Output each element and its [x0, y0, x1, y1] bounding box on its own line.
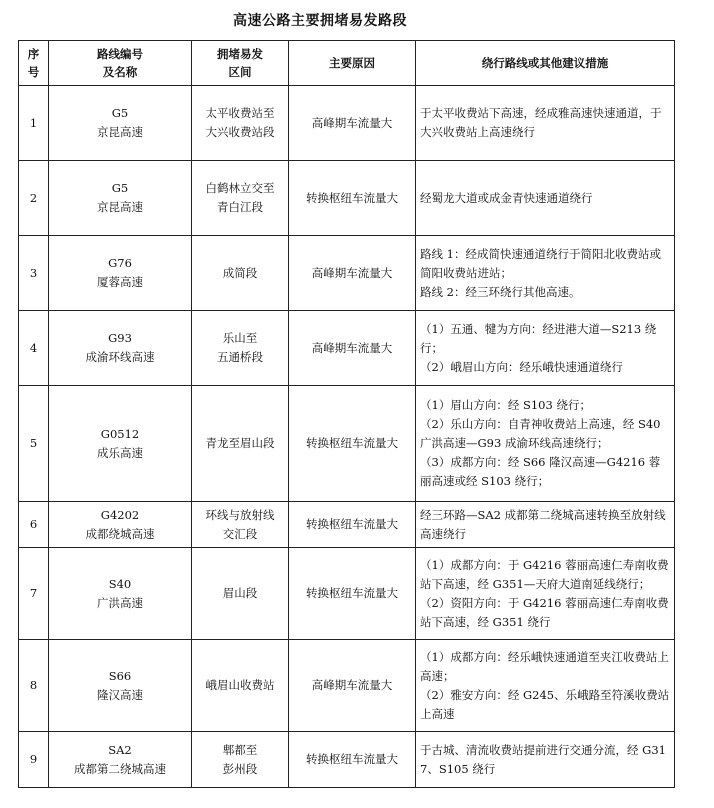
row-advice [416, 86, 675, 161]
row-section [192, 640, 289, 732]
advice-line: 于太平收费站下高速，经成雅高速快速通道，于大兴收费站上高速绕行 [420, 106, 662, 139]
row-route [49, 548, 192, 640]
advice-line: （2）雅安方向：经 G245、乐峨路至符溪收费站上高速 [420, 687, 670, 721]
row-advice [416, 640, 675, 732]
header-section: 拥堵易发 区间 [192, 41, 289, 86]
row-cause: 转换枢纽车流量大 [289, 548, 416, 640]
row-advice [416, 386, 675, 502]
row-route [49, 386, 192, 502]
table-row [19, 502, 675, 548]
advice-line: （1）成都方向：于 G4216 蓉丽高速仁寿南收费站下高速，经 G351—天府大道南延线绕行； [420, 557, 669, 591]
route-code: G76 [108, 256, 132, 270]
row-advice [416, 236, 675, 311]
row-seq: 4 [19, 311, 49, 386]
table-row [19, 86, 675, 161]
row-section [192, 86, 289, 161]
header-seq: 序 号 [19, 41, 49, 86]
route-code: G5 [111, 106, 129, 120]
row-route [49, 311, 192, 386]
row-section [192, 548, 289, 640]
row-seq: 1 [19, 86, 49, 161]
row-route [49, 236, 192, 311]
row-seq: 7 [19, 548, 49, 640]
table-row [19, 386, 675, 502]
table-row [19, 161, 675, 236]
route-code: G4202 [100, 507, 140, 522]
route-name: 隆汉高速 [97, 687, 143, 702]
row-cause: 转换枢纽车流量大 [289, 386, 416, 502]
row-section [192, 386, 289, 502]
row-advice [416, 311, 675, 386]
row-advice [416, 161, 675, 236]
table-row [19, 732, 675, 788]
row-seq: 3 [19, 236, 49, 311]
route-code: S66 [108, 668, 132, 683]
row-route [49, 502, 192, 548]
row-seq: 2 [19, 161, 49, 236]
row-route [49, 86, 192, 161]
row-cause: 高峰期车流量大 [289, 311, 416, 386]
route-name: 成都绕城高速 [85, 526, 155, 541]
advice-line: 路线 1：经成简快速通道绕行于简阳北收费站或简阳收费站进站； [420, 246, 661, 280]
advice-line: （2）乐山方向：自青神收费站上高速，经 S40 广洪高速—G93 成渝环线高速绕行； [420, 417, 661, 450]
row-cause: 高峰期车流量大 [289, 236, 416, 311]
advice-line: （1）五通、犍为方向：经进港大道—S213 绕行； [420, 321, 657, 355]
row-advice [416, 732, 675, 788]
route-name: 广洪高速 [97, 595, 143, 610]
header-advice: 绕行路线或其他建议措施 [416, 41, 675, 86]
section-line: 太平收费站至 [205, 106, 275, 120]
section-line: 成简段 [222, 265, 258, 280]
section-line: 彭州段 [222, 761, 258, 776]
header-cause: 主要原因 [289, 41, 416, 86]
route-name: 京昆高速 [97, 125, 143, 139]
row-route [49, 161, 192, 236]
advice-line: （2）资阳方向：于 G4216 蓉丽高速仁寿南收费站下高速，经 G351 绕行 [420, 595, 669, 629]
advice-line: （1）成都方向：经乐峨快速通道至夹江收费站上高速； [420, 649, 669, 683]
row-advice [416, 548, 675, 640]
advice-line: 经蜀龙大道或成金青快速通道绕行 [420, 190, 593, 205]
route-name: 京昆高速 [97, 200, 143, 214]
route-code: G93 [108, 331, 132, 345]
row-cause: 高峰期车流量大 [289, 86, 416, 161]
table-body [19, 86, 675, 788]
section-line: 交汇段 [222, 526, 258, 541]
row-cause: 转换枢纽车流量大 [289, 161, 416, 236]
row-advice [416, 502, 675, 548]
header-route: 路线编号 及名称 [49, 41, 192, 86]
route-code: SA2 [108, 742, 132, 757]
row-cause: 高峰期车流量大 [289, 640, 416, 732]
row-section [192, 732, 289, 788]
section-line: 青白江段 [217, 200, 263, 214]
row-section [192, 161, 289, 236]
route-name: 成渝环线高速 [85, 350, 155, 364]
row-section [192, 311, 289, 386]
section-line: 峨眉山收费站 [205, 678, 275, 692]
row-seq: 8 [19, 640, 49, 732]
advice-line: （3）成都方向：经 S66 隆汉高速—G4216 蓉丽高速或经 S103 绕行； [420, 455, 661, 488]
row-route [49, 640, 192, 732]
row-section [192, 236, 289, 311]
route-name: 厦蓉高速 [97, 275, 143, 289]
advice-line: 经三环路—SA2 成都第二绕城高速转换至放射线高速绕行 [420, 507, 666, 541]
route-code: S40 [108, 576, 132, 591]
row-route [49, 732, 192, 788]
section-line: 郫都至 [222, 742, 258, 757]
route-code: G0512 [100, 426, 140, 441]
table-row [19, 640, 675, 732]
congestion-table [18, 40, 675, 788]
advice-line: （2）峨眉山方向：经乐峨快速通道绕行 [420, 359, 623, 374]
row-seq: 9 [19, 732, 49, 788]
row-seq: 6 [19, 502, 49, 548]
row-cause: 转换枢纽车流量大 [289, 732, 416, 788]
row-cause: 转换枢纽车流量大 [289, 502, 416, 548]
route-code: G5 [111, 181, 129, 195]
table-row [19, 548, 675, 640]
section-line: 白鹤林立交至 [205, 181, 275, 195]
row-section [192, 502, 289, 548]
section-line: 环线与放射线 [205, 507, 275, 522]
section-line: 青龙至眉山段 [205, 436, 275, 450]
row-seq: 5 [19, 386, 49, 502]
table-row [19, 311, 675, 386]
section-line: 乐山至 [222, 331, 258, 345]
section-line: 五通桥段 [217, 350, 263, 364]
document-title: 高速公路主要拥堵易发路段 [233, 13, 407, 29]
advice-line: 于古城、清流收费站提前进行交通分流，经 G317、S105 绕行 [420, 742, 666, 776]
route-name: 成都第二绕城高速 [74, 761, 166, 776]
section-line: 大兴收费站段 [205, 125, 275, 139]
table-row [19, 236, 675, 311]
route-name: 成乐高速 [97, 445, 143, 460]
table-header-row [19, 41, 675, 86]
section-line: 眉山段 [222, 586, 258, 600]
advice-line: 路线 2：经三环绕行其他高速。 [420, 284, 581, 299]
advice-line: （1）眉山方向：经 S103 绕行； [420, 398, 591, 412]
